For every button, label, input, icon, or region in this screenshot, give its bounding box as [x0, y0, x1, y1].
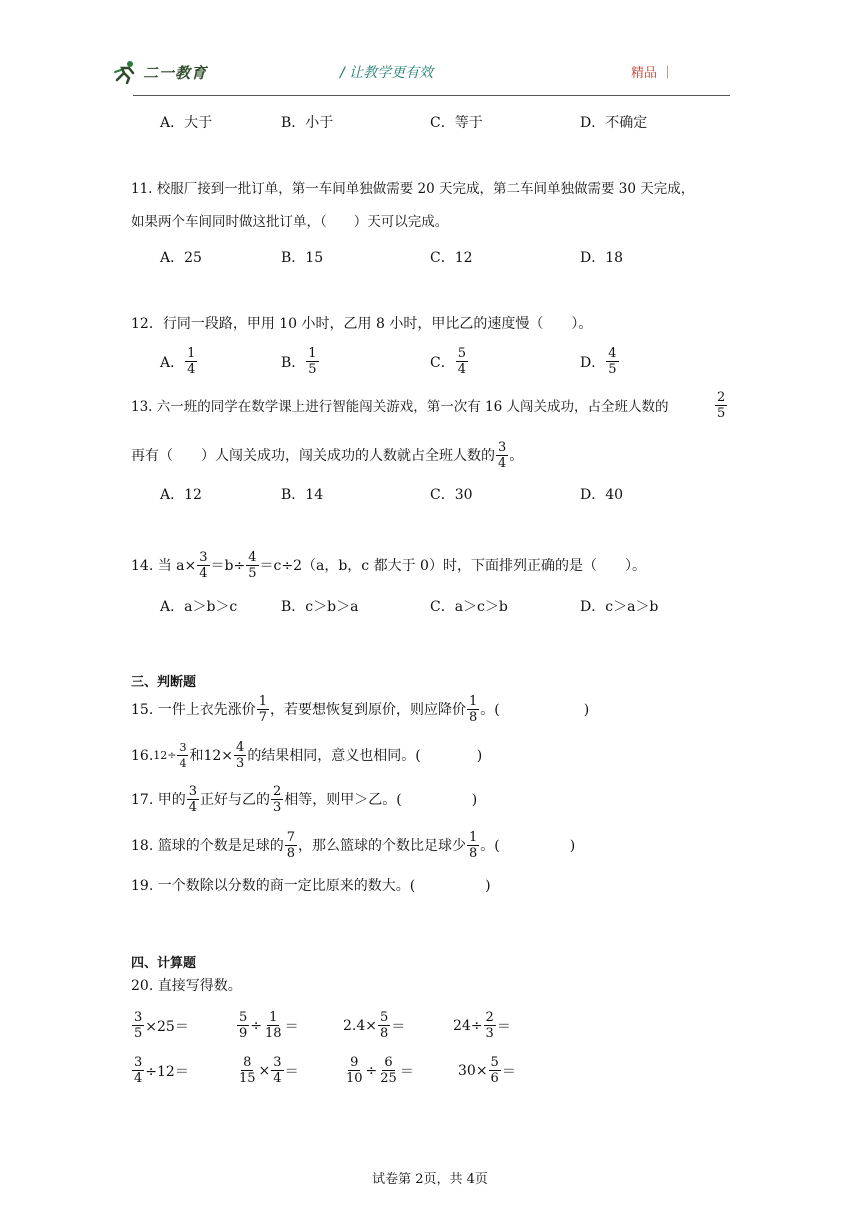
fraction: $\frac{1}{4}$ [187, 346, 196, 377]
q11-line1: 11. 校服厂接到一批订单，第一车间单独做需要 20 天完成，第二车间单独做需要 30 天完成， [131, 181, 695, 197]
logo [113, 60, 207, 84]
page-footer: 试卷第 2页，共 4页 [372, 1172, 488, 1187]
fraction: $\frac{3}{4}$ [179, 741, 187, 770]
q12-option-c: C． $\frac{5}{4}$ [430, 346, 466, 377]
header-slogan: / 让教学更有效 [340, 65, 434, 81]
q10-option-a: A．大于 [160, 115, 213, 131]
q15: 15. 一件上衣先涨价 $\frac{1}{7}$ ，若要想恢复到原价，则应降价 $\frac{1}{8}$ 。( ) [131, 694, 590, 725]
q12-option-b: B． $\frac{1}{5}$ [281, 346, 317, 377]
q12-option-d: D． $\frac{4}{5}$ [580, 346, 617, 377]
fraction: $\frac{1}{8}$ [469, 694, 478, 725]
q18: 18. 篮球的个数是足球的 $\frac{7}{8}$ ，那么篮球的个数比足球少 $\frac{1}{8}$ 。( ) [131, 830, 576, 861]
q12-option-a: A． $\frac{1}{4}$ [160, 346, 196, 377]
q13-line1: 13. 六一班的同学在数学课上进行智能闯关游戏，第一次有 16 人闯关成功，占全班人数的 [131, 399, 669, 415]
fraction: $\frac{3}{4}$ [199, 550, 208, 581]
calc-item: 2.4× $\frac{5}{8}$ ＝ [343, 1010, 406, 1041]
q13-option-b: B．14 [281, 487, 324, 503]
calc-item: $\frac{9}{10}$ ÷ $\frac{6}{25}$ ＝ [346, 1055, 414, 1086]
calc-item: $\frac{8}{15}$ × $\frac{3}{4}$ ＝ [239, 1055, 299, 1086]
q13-option-d: D．40 [580, 487, 624, 503]
logo-text: 二一教育 [143, 63, 208, 82]
q11-option-a: A．25 [160, 250, 202, 266]
calc-item: $\frac{3}{5}$ ×25＝ [134, 1010, 189, 1041]
q14-option-a: A．a＞b＞c [160, 599, 238, 615]
q14-option-c: C．a＞c＞b [430, 599, 508, 615]
q11-option-c: C．12 [430, 250, 473, 266]
q14-option-d: D．c＞a＞b [580, 599, 659, 615]
q14-option-b: B．c＞b＞a [281, 599, 359, 615]
fraction: $\frac{3}{4}$ [498, 440, 507, 471]
q12-stem: 12．行同一段路，甲用 10 小时，乙用 8 小时，甲比乙的速度慢（ ）。 [131, 316, 593, 332]
q16: 16. 12÷ $\frac{3}{4}$ 和12× $\frac{4}{3}$ 的结果相同，意义也相同。( ) [131, 740, 483, 771]
calc-item: 24÷ $\frac{2}{3}$ ＝ [453, 1010, 511, 1041]
fraction: $\frac{7}{8}$ [286, 830, 295, 861]
runner-logo-icon [113, 60, 139, 84]
section-title-judgement: 三、判断题 [131, 675, 197, 690]
fraction: $\frac{4}{5}$ [248, 550, 257, 581]
fraction: $\frac{1}{5}$ [308, 346, 317, 377]
q10-option-c: C．等于 [430, 115, 483, 131]
calc-item: $\frac{5}{9}$ ÷ $\frac{1}{18}$ ＝ [239, 1010, 299, 1041]
q14-stem: 14. 当 a× $\frac{3}{4}$ ＝b÷ $\frac{4}{5}$ ＝c÷2（a，b，c 都大于 0）时，下面排列正确的是（ ）。 [131, 550, 646, 581]
fraction: $\frac{3}{4}$ [188, 784, 197, 815]
q11-option-d: D．18 [580, 250, 624, 266]
q13-fraction1: $\frac{2}{5}$ [717, 390, 726, 421]
q17: 17. 甲的 $\frac{3}{4}$ 正好与乙的 $\frac{2}{3}$ 相等，则甲＞乙。( ) [131, 784, 478, 815]
q20-stem: 20. 直接写得数。 [131, 978, 242, 994]
q19: 19. 一个数除以分数的商一定比原来的数大。( ) [131, 878, 491, 894]
calc-item: 30× $\frac{5}{6}$ ＝ [458, 1055, 516, 1086]
q11-line2: 如果两个车间同时做这批订单，（ ）天可以完成。 [131, 214, 449, 230]
fraction: $\frac{5}{4}$ [457, 346, 466, 377]
header-badge: 精品 ｜ [631, 66, 675, 81]
calc-item: $\frac{3}{4}$ ÷12＝ [134, 1055, 189, 1086]
header-divider [133, 95, 730, 96]
fraction: $\frac{2}{3}$ [273, 784, 282, 815]
fraction: $\frac{4}{5}$ [608, 346, 617, 377]
section-title-calculation: 四、计算题 [131, 956, 197, 971]
q10-option-b: B．小于 [281, 115, 334, 131]
q10-option-d: D．不确定 [580, 115, 648, 131]
fraction: $\frac{1}{7}$ [258, 694, 267, 725]
q13-option-a: A．12 [160, 487, 202, 503]
fraction: $\frac{4}{3}$ [236, 740, 245, 771]
q11-option-b: B．15 [281, 250, 324, 266]
fraction: $\frac{1}{8}$ [469, 830, 478, 861]
q13-line2: 再有（ ）人闯关成功，闯关成功的人数就占全班人数的 $\frac{3}{4}$ 。 [131, 440, 524, 471]
q13-option-c: C．30 [430, 487, 473, 503]
